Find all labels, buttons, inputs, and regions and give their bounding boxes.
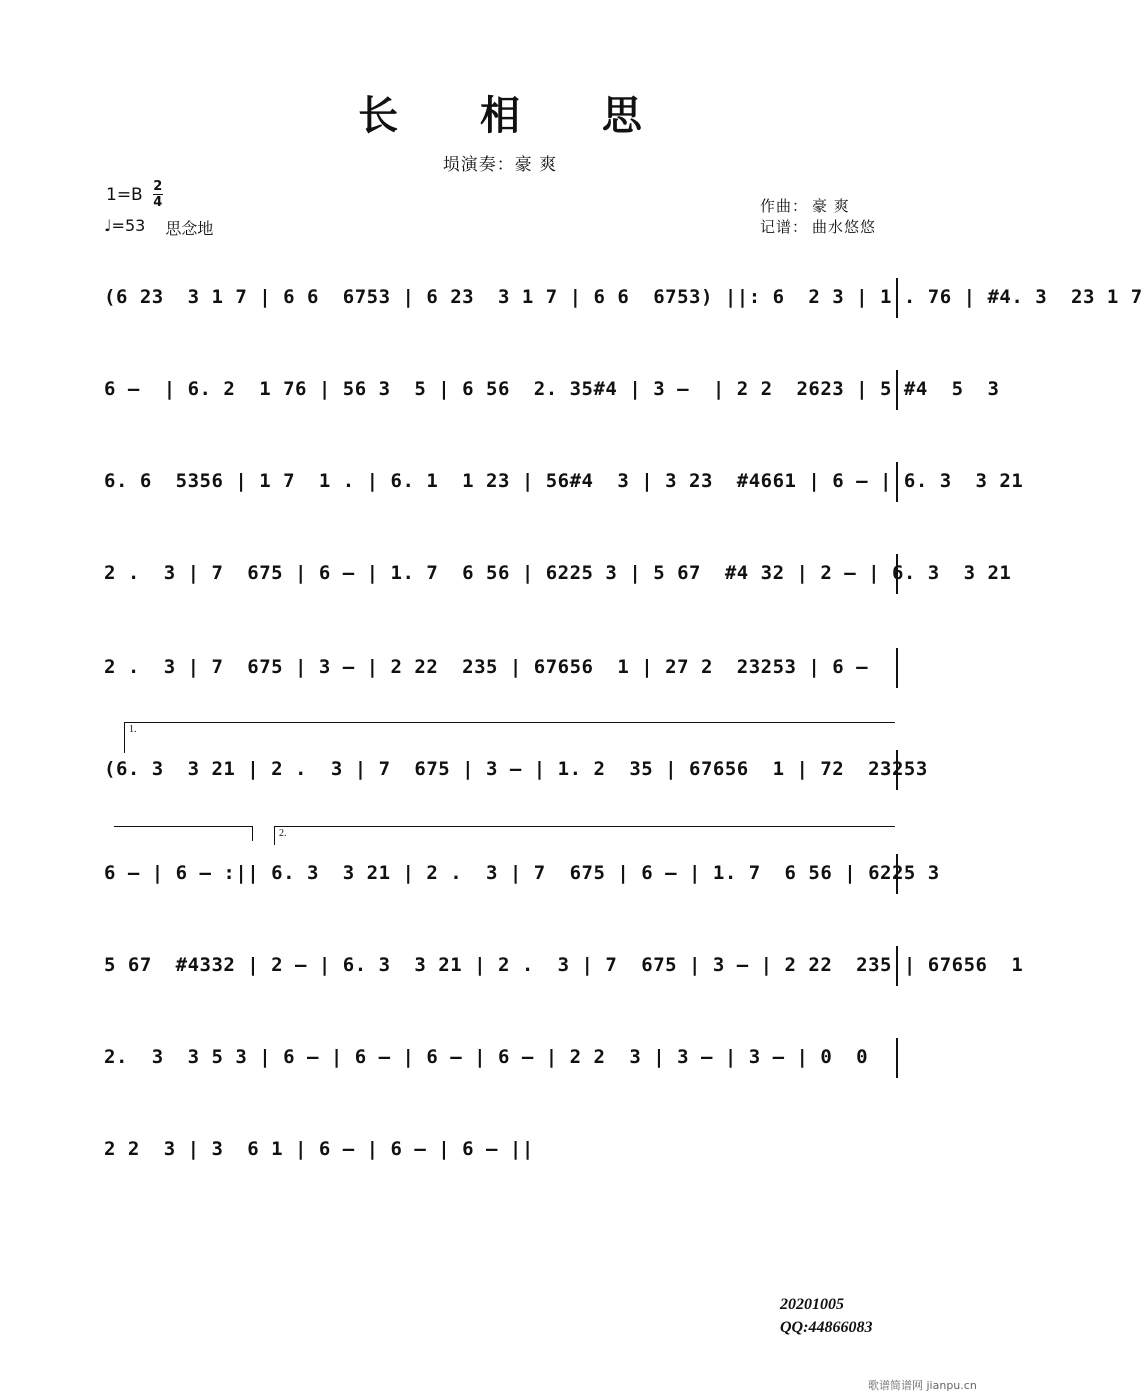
score-line: 6 – | 6. 2 1 76 | 56 3 5 | 6 56 2. 35#4 | 3 – | 2 2 2623 | 5 #4 5 3: [104, 376, 898, 402]
performer-subtitle: 埙演奏：豪 爽: [442, 155, 558, 175]
score-title: 长 相 思: [358, 92, 676, 139]
credit-composer: 作曲： 豪 爽: [760, 197, 850, 215]
time-denominator: 4: [153, 195, 163, 210]
site-watermark: 歌谱简谱网 jianpu.cn: [868, 1379, 977, 1392]
score-line-final: 2 2 3 | 3 6 1 | 6 – | 6 – | 6 – ||: [104, 1138, 534, 1160]
score-line: 6. 6 5356 | 1 7 1 . | 6. 1 1 23 | 56#4 3 | 3 23 #4661 | 6 – | 6. 3 3 21: [104, 468, 898, 494]
score-line: 5 67 #4332 | 2 – | 6. 3 3 21 | 2 . 3 | 7 675 | 3 – | 2 22 235 | 67656 1: [104, 952, 898, 978]
score-line: 2 . 3 | 7 675 | 3 – | 2 22 235 | 67656 1 | 27 2 23253 | 6 –: [104, 654, 898, 680]
score-line: 6 – | 6 – :|| 6. 3 3 21 | 2 . 3 | 7 675 | 6 – | 1. 7 6 56 | 6225 3: [104, 860, 898, 886]
volta-second-ending: 2.: [274, 826, 895, 845]
qq-stamp: QQ:44866083: [780, 1319, 873, 1336]
volta-first-ending-end: [114, 826, 253, 841]
tempo-value: ♩=53: [104, 216, 146, 235]
date-stamp: 20201005: [780, 1296, 844, 1313]
key-label: 1=B: [106, 184, 143, 205]
volta-first-ending: 1.: [124, 722, 895, 753]
tempo-marking: [104, 216, 213, 239]
score-line: 2. 3 3 5 3 | 6 – | 6 – | 6 – | 6 – | 2 2 3 | 3 – | 3 – | 0 0: [104, 1044, 898, 1070]
credits: [760, 196, 876, 238]
score-line: 2 . 3 | 7 675 | 6 – | 1. 7 6 56 | 6225 3 | 5 67 #4 32 | 2 – | 6. 3 3 21: [104, 560, 898, 586]
time-numerator: 2: [153, 179, 163, 194]
time-signature: [153, 180, 163, 209]
score-line: (6. 3 3 21 | 2 . 3 | 7 675 | 3 – | 1. 2 35 | 67656 1 | 72 23253: [104, 756, 898, 782]
score-line: (6 23 3 1 7 | 6 6 6753 | 6 23 3 1 7 | 6 6 6753) ||: 6 2 3 | 1 . 76 | #4. 3 23 1 7: [104, 284, 898, 310]
credit-transcriber: 记谱： 曲水悠悠: [760, 218, 877, 236]
expression-text: 思念地: [165, 219, 214, 238]
key-signature: [106, 180, 163, 209]
